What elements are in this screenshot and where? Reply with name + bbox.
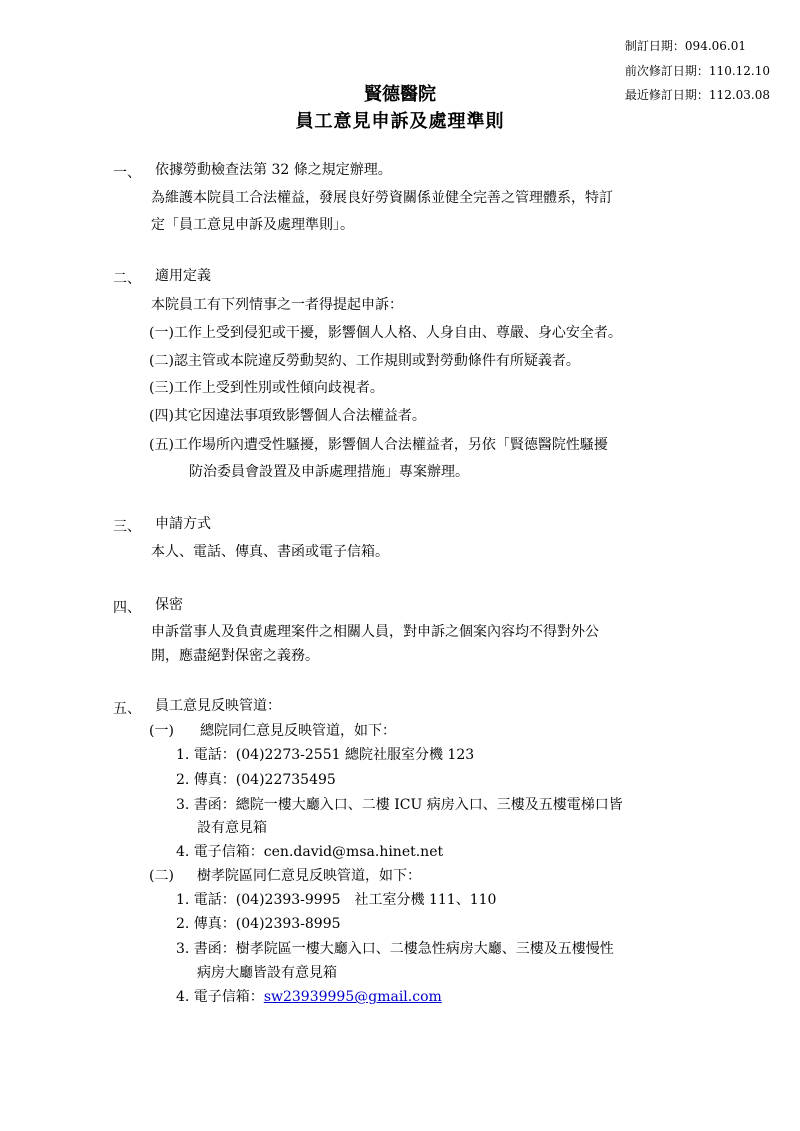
- sub-2-item-1: 1. 電話：(04)2393-9995 社工室分機 111、110: [176, 892, 497, 908]
- section-4-heading: 保密: [155, 597, 183, 613]
- section-2-item-4: (四)其它因違法事項致影響個人合法權益者。: [149, 408, 426, 424]
- established-date: 制訂日期：094.06.01: [624, 39, 746, 53]
- section-3-number: 三、: [113, 519, 141, 535]
- section-1-line-2: 定「員工意見申訴及處理準則」。: [151, 217, 354, 233]
- section-3-heading: 申請方式: [155, 516, 211, 532]
- section-5-heading: 員工意見反映管道：: [155, 698, 281, 714]
- section-2-item-2: (二)認主管或本院違反勞動契約、工作規則或對勞動條件有所疑義者。: [149, 353, 580, 369]
- sub-2-item-4: [176, 987, 442, 1007]
- sub-1-item-3: 3. 書函：總院一樓大廳入口、二樓 ICU 病房入口、三樓及五樓電梯口皆: [176, 797, 623, 813]
- section-2-item-3: (三)工作上受到性別或性傾向歧視者。: [149, 380, 384, 396]
- section-5-sub-2-text: 樹孝院區同仁意見反映管道，如下：: [197, 868, 421, 884]
- section-2-item-5: (五)工作場所內遭受性騷擾，影響個人合法權益者，另依「賢德醫院性騷擾: [149, 437, 608, 453]
- section-5-sub-2-label: (二): [149, 868, 174, 884]
- hospital-name: 賢德醫院: [364, 84, 436, 105]
- section-2-intro: 本院員工有下列情事之一者得提起申訴：: [151, 297, 403, 313]
- section-4-number: 四、: [113, 600, 141, 616]
- sub-2-item-3: 3. 書函：樹孝院區一樓大廳入口、二樓急性病房大廳、三樓及五樓慢性: [176, 941, 614, 957]
- sub-1-item-1: 1. 電話：(04)2273-2551 總院社服室分機 123: [176, 747, 475, 763]
- section-4-line-2: 開，應盡絕對保密之義務。: [151, 648, 319, 664]
- previous-revision-date: 前次修訂日期：110.12.10: [624, 63, 770, 78]
- section-1-number: 一、: [113, 165, 141, 181]
- sub-2-item-2: 2. 傳真：(04)2393-8995: [176, 916, 341, 932]
- sub-1-item-4: 4. 電子信箱：cen.david@msa.hinet.net: [176, 844, 444, 860]
- section-3-line: 本人、電話、傳真、書函或電子信箱。: [151, 544, 389, 560]
- email-link[interactable]: sw23939995@gmail.com: [263, 989, 442, 1005]
- section-4-line-1: 申訴當事人及負責處理案件之相關人員，對申訴之個案內容均不得對外公: [151, 624, 599, 640]
- section-2-item-1: (一)工作上受到侵犯或干擾，影響個人人格、人身自由、尊嚴、身心安全者。: [149, 325, 622, 341]
- sub-2-item-4-label: 4. 電子信箱：: [176, 989, 264, 1005]
- section-5-sub-1-label: (一): [149, 723, 174, 739]
- section-2-heading: 適用定義: [155, 268, 211, 284]
- section-2-number: 二、: [113, 271, 141, 287]
- sub-2-item-3-cont: 病房大廳皆設有意見箱: [197, 965, 337, 981]
- section-5-number: 五、: [113, 701, 141, 717]
- section-1-heading: 依據勞動檢查法第 32 條之規定辦理。: [155, 162, 392, 178]
- section-2-item-5-cont: 防治委員會設置及申訴處理措施」專案辦理。: [189, 464, 469, 480]
- document-title: 員工意見申訴及處理準則: [295, 111, 505, 132]
- section-5-sub-1-text: 總院同仁意見反映管道，如下：: [200, 723, 396, 739]
- sub-1-item-3-cont: 設有意見箱: [197, 820, 267, 836]
- sub-1-item-2: 2. 傳真：(04)22735495: [176, 772, 336, 788]
- latest-revision-date: 最近修訂日期：112.03.08: [624, 88, 770, 102]
- section-1-line-1: 為維護本院員工合法權益，發展良好勞資關係並健全完善之管理體系，特訂: [151, 190, 613, 206]
